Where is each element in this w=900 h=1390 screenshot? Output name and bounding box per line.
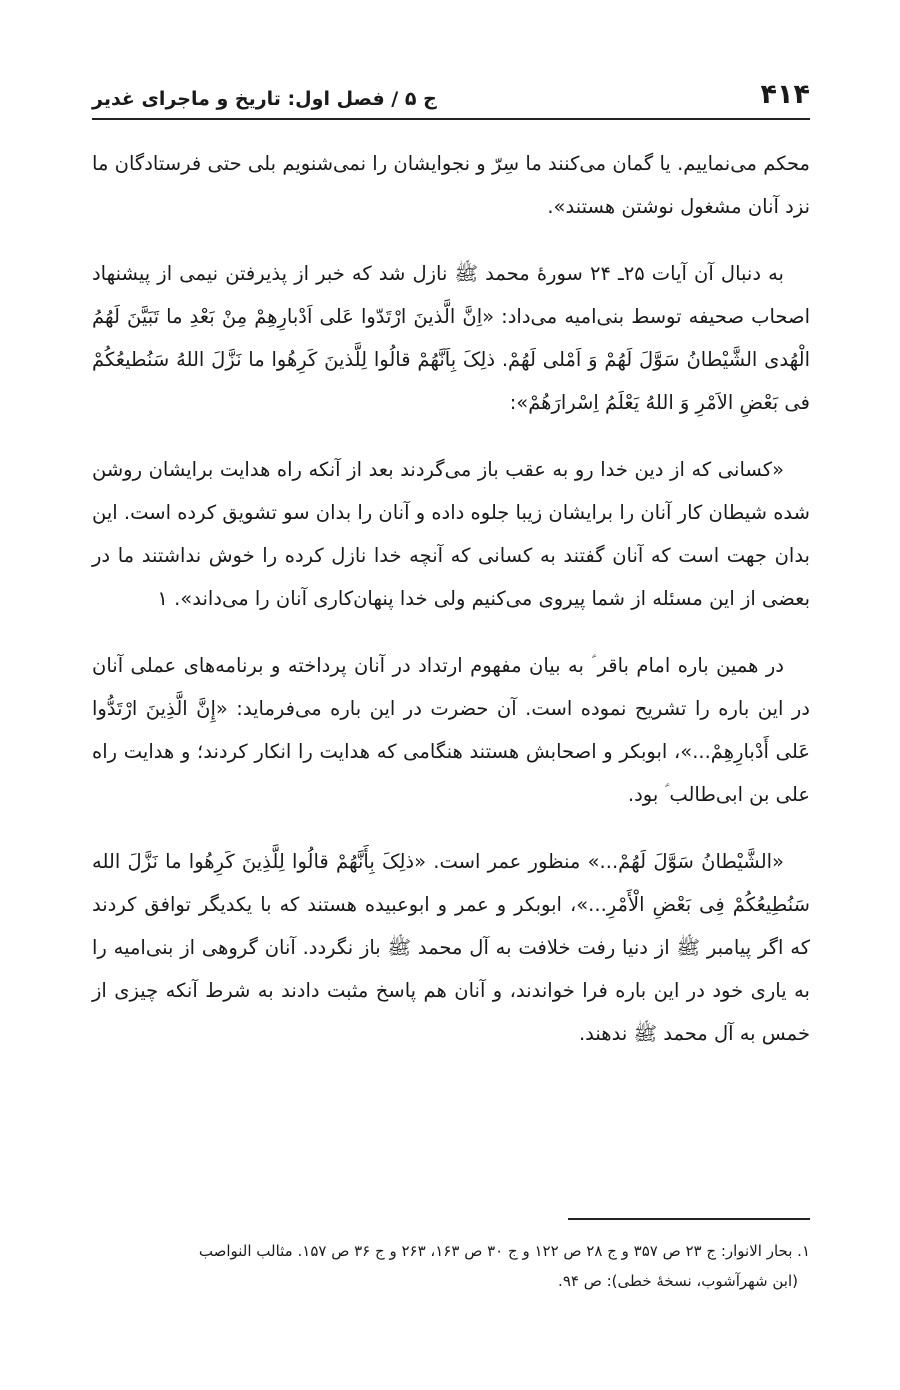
paragraph-4: در همین باره امام باقر ؑ به بیان مفهوم ارتداد در آنان پرداخته و برنامه‌های عملی آنان در این باره را تشریح نموده است. آن حضرت در این باره می‌فرماید: «إِنَّ الَّذِینَ ارْتَدُّوا عَلى أَدْبارِهِمْ...»، ابوبکر و اصحابش هستند هنگامی که هدایت را انکار کردند؛ و هدایت راه علی بن ابی‌طالب ؑ بود. [92,654,810,806]
paragraph-5: «الشَّیْطانُ سَوَّلَ لَهُمْ...» منظور عمر است. «ذلِکَ بِأَنَّهُمْ قالُوا لِلَّذِینَ کَرِهُوا ما نَزَّلَ الله سَنُطِیعُکُمْ فِی بَعْضِ الْأَمْرِ...»، ابوبکر و عمر و ابوعبیده هستند که با یکدیگر توافق کردند که اگر پیامبر ﷺ از دنیا رفت خلافت به آل محمد ﷺ باز نگردد. آنان گروهی از بنی‌امیه را به یاری خود در این باره فرا خواندند، و آنان هم پاسخ مثبت دادند به شرط آنکه چیزی از خمس به آل محمد ﷺ ندهند. [92,850,810,1045]
footnote-line-2: (ابن شهرآشوب، نسخهٔ خطی): ص ۹۴. [558,1272,798,1290]
paragraph-3: «کسانی که از دین خدا رو به عقب باز می‌گردند بعد از آنکه راه هدایت برایشان روشن شده شیطان کار آنان را برایشان زیبا جلوه داده و آنان را بدان سو تشویق کرده است. این بدان جهت است که آنان گفتند به کسانی که آنچه خدا نازل کرده را خوش نداشتند ما در بعضی از این مسئله از شما پیروی می‌کنیم ولی خدا پنهان‌کاری آنان را می‌داند». ۱ [92,458,810,610]
running-title: ج ۵ / فصل اول: تاریخ و ماجرای غدیر [92,88,437,110]
footnote-divider [568,1218,810,1220]
footnote-line-1: ۱. بحار الانوار: ج ۲۳ ص ۳۵۷ و ج ۲۸ ص ۱۲۲ و ج ۳۰ ص ۱۶۳، ۲۶۳ و ج ۳۶ ص ۱۵۷. مثالب النواصب [198,1242,810,1260]
footnote [92,1236,810,1296]
paragraph-1: محکم می‌نماییم. یا گمان می‌کنند ما سِرّ و نجوایشان را نمی‌شنویم بلی حتی فرستادگان ما نزد آنان مشغول نوشتن هستند». [92,152,810,218]
running-header [92,66,810,120]
body-text [92,142,810,1079]
paragraph-2: به دنبال آن آیات ۲۵ـ ۲۴ سورهٔ محمد ﷺ نازل شد که خبر از پذیرفتن نیمی از پیشنهاد اصحاب صحیفه توسط بنی‌امیه می‌داد: «اِنَّ الَّذینَ ارْتَدّوا عَلی اَدْبارِهِمْ مِنْ بَعْدِ ما تَبَیَّنَ لَهُمُ الْهُدی الشَّیْطانُ سَوَّلَ لَهُمْ وَ اَمْلی لَهُمْ. ذلِکَ بِاَنَّهُمْ قالُوا لِلَّذینَ کَرِهُوا ما نَزَّلَ اللهُ سَنُطیعُکُمْ فی بَعْضِ الاَمْرِ وَ اللهُ یَعْلَمُ اِسْرارَهُمْ»: [92,262,810,414]
page-number: ۴۱۴ [760,79,810,110]
page [92,0,810,1390]
